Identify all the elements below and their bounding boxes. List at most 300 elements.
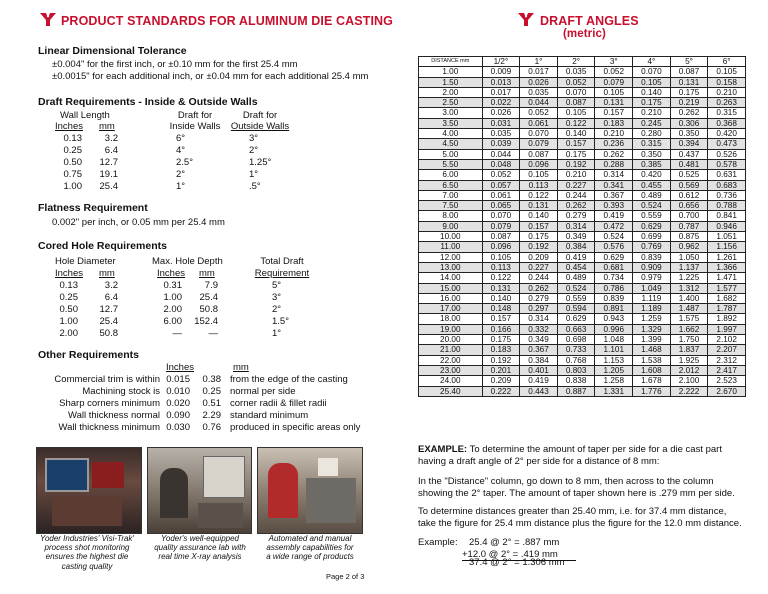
calc-label: Example: [418, 537, 458, 548]
taper-cell: 0.245 [633, 118, 671, 128]
taper-cell: 0.663 [557, 324, 595, 334]
taper-cell: 0.341 [595, 180, 633, 190]
distance-cell: 17.00 [419, 304, 483, 314]
taper-cell: 0.210 [633, 108, 671, 118]
taper-cell: 0.594 [557, 304, 595, 314]
cored-row-diam-inches: 0.13 [59, 280, 78, 291]
distance-cell: 14.00 [419, 273, 483, 283]
taper-cell: 0.280 [633, 129, 671, 139]
depth-inches-header: Inches [157, 268, 185, 279]
taper-cell: 0.105 [708, 67, 746, 77]
distance-cell: 15.00 [419, 283, 483, 293]
taper-cell: 0.979 [633, 273, 671, 283]
wall-length-header: Wall Length [60, 110, 110, 121]
other-row-mm: 0.51 [202, 398, 221, 409]
cored-row-depth-inches: 1.00 [163, 292, 182, 303]
table-row [419, 293, 746, 303]
example-paragraph-2b: showing the 2° taper. The amount of taper shown here is .279 mm per side. [418, 488, 735, 499]
table-row [419, 273, 746, 283]
taper-cell: 0.140 [482, 293, 520, 303]
taper-cell: 0.629 [595, 252, 633, 262]
distance-cell: 22.00 [419, 355, 483, 365]
taper-cell: 0.909 [633, 262, 671, 272]
taper-cell: 1.312 [670, 283, 708, 293]
taper-cell: 0.013 [482, 77, 520, 87]
table-row [419, 314, 746, 324]
cored-row-diam-mm: 12.7 [99, 304, 118, 315]
distance-cell: 24.00 [419, 376, 483, 386]
other-mm-header: mm [233, 362, 249, 373]
cored-row-depth-mm: 50.8 [199, 304, 218, 315]
taper-cell: 1.776 [633, 386, 671, 396]
taper-cell: 2.312 [708, 355, 746, 365]
calc-line-1: 25.4 @ 2° = .887 mm [469, 537, 560, 548]
taper-cell: 0.087 [482, 232, 520, 242]
taper-cell: 1.331 [595, 386, 633, 396]
example-line-1 [418, 444, 722, 456]
draft-row-mm: 25.4 [99, 181, 118, 192]
taper-cell: 0.839 [595, 293, 633, 303]
taper-cell: 1.925 [670, 355, 708, 365]
draft-row-inches: 0.25 [63, 145, 82, 156]
taper-cell: 0.489 [633, 190, 671, 200]
taper-cell: 1.400 [670, 293, 708, 303]
taper-cell: 0.437 [670, 149, 708, 159]
taper-cell: 0.026 [482, 108, 520, 118]
taper-cell: 0.768 [557, 355, 595, 365]
taper-cell: 0.263 [708, 98, 746, 108]
other-row-mm: 0.76 [202, 422, 221, 433]
taper-cell: 0.699 [633, 232, 671, 242]
taper-cell: 0.419 [595, 211, 633, 221]
taper-cell: 0.698 [557, 335, 595, 345]
calc-line-2: +12.0 @ 2° = .419 mm [462, 549, 558, 560]
taper-cell: 0.227 [520, 262, 558, 272]
table-row [419, 87, 746, 97]
taper-cell: 0.105 [557, 108, 595, 118]
flatness-text: 0.002" per inch, or 0.05 mm per 25.4 mm [52, 217, 225, 228]
table-row [419, 262, 746, 272]
taper-cell: 0.201 [482, 365, 520, 375]
taper-cell: 0.962 [670, 242, 708, 252]
taper-cell: 0.210 [708, 87, 746, 97]
taper-cell: 0.131 [670, 77, 708, 87]
inside-draft-header-2: Inside Walls [169, 121, 221, 132]
taper-cell: 0.631 [708, 170, 746, 180]
example-paragraph-2a: In the "Distance" column, go down to 8 mm, then across to the column [418, 476, 714, 487]
taper-cell: 0.733 [557, 345, 595, 355]
caption-line: Yoder Industries' Visi-Trak' [40, 534, 134, 543]
table-row [419, 201, 746, 211]
table-row [419, 108, 746, 118]
taper-cell: 0.079 [482, 221, 520, 231]
taper-cell: 0.096 [520, 159, 558, 169]
taper-cell: 1.156 [708, 242, 746, 252]
other-row-inches: 0.030 [166, 422, 190, 433]
cored-row-depth-inches: 2.00 [163, 304, 182, 315]
taper-cell: 0.065 [482, 201, 520, 211]
taper-cell: 0.017 [520, 67, 558, 77]
taper-cell: 0.057 [482, 180, 520, 190]
draft-row-inside: 2.5° [176, 157, 194, 168]
distance-cell: 5.00 [419, 149, 483, 159]
taper-cell: 0.838 [557, 376, 595, 386]
taper-cell: 0.526 [708, 149, 746, 159]
taper-cell: 0.629 [557, 314, 595, 324]
taper-cell: 0.288 [595, 159, 633, 169]
taper-cell: 0.017 [482, 87, 520, 97]
taper-cell: 1.225 [670, 273, 708, 283]
taper-cell: 0.569 [670, 180, 708, 190]
taper-cell: 0.455 [633, 180, 671, 190]
taper-cell: 0.183 [482, 345, 520, 355]
assembly-photo [257, 447, 363, 534]
table-row [419, 118, 746, 128]
quality-lab-photo [147, 447, 252, 534]
example-paragraph-3a: To determine distances greater than 25.40 mm, i.e. for 37.4 mm distance, [418, 506, 727, 517]
caption-line: Yoder's well-equipped [160, 534, 240, 543]
draft-row-inside: 4° [176, 145, 186, 156]
cored-row-draft: 1.5° [272, 316, 290, 327]
taper-cell: 0.244 [557, 190, 595, 200]
taper-cell: 1.487 [670, 304, 708, 314]
taper-cell: 1.997 [708, 324, 746, 334]
taper-cell: 0.803 [557, 365, 595, 375]
taper-cell: 1.153 [595, 355, 633, 365]
taper-cell: 0.070 [633, 67, 671, 77]
photo-caption [143, 534, 257, 562]
table-row [419, 149, 746, 159]
cored-row-depth-mm: 152.4 [194, 316, 218, 327]
taper-cell: 0.946 [708, 221, 746, 231]
distance-cell: 1.00 [419, 67, 483, 77]
taper-cell: 0.052 [557, 77, 595, 87]
table-row [419, 159, 746, 169]
yoder-logo-icon [40, 13, 56, 26]
taper-cell: 0.122 [520, 190, 558, 200]
other-row-inches: 0.090 [166, 410, 190, 421]
taper-cell: 0.472 [595, 221, 633, 231]
table-row [419, 324, 746, 334]
taper-cell: 0.052 [595, 67, 633, 77]
cored-row-draft: 1° [272, 328, 282, 339]
cored-row-depth-inches: — [172, 328, 182, 339]
cored-row-diam-mm: 25.4 [99, 316, 118, 327]
table-row [419, 77, 746, 87]
caption-line: a wide range of products [266, 552, 354, 562]
taper-cell: 0.420 [708, 129, 746, 139]
taper-cell: 0.087 [670, 67, 708, 77]
taper-cell: 1.261 [708, 252, 746, 262]
taper-cell: 0.420 [633, 170, 671, 180]
draft-angles-title: DRAFT ANGLES [540, 14, 639, 28]
taper-cell: 0.031 [482, 118, 520, 128]
taper-cell: 0.157 [482, 314, 520, 324]
taper-cell: 0.158 [708, 77, 746, 87]
taper-cell: 2.012 [670, 365, 708, 375]
draft-table-header-row [419, 57, 746, 67]
taper-cell: 0.349 [520, 335, 558, 345]
taper-cell: 0.314 [557, 221, 595, 231]
taper-cell: 0.384 [520, 355, 558, 365]
draft-row-outside: 3° [249, 133, 259, 144]
taper-cell: 0.401 [520, 365, 558, 375]
depth-mm-header: mm [199, 268, 215, 279]
taper-cell: 0.367 [595, 190, 633, 200]
distance-cell: 7.00 [419, 190, 483, 200]
other-row-inches: 0.010 [166, 386, 190, 397]
taper-cell: 0.035 [520, 87, 558, 97]
taper-cell: 0.236 [595, 139, 633, 149]
example-text-1: To determine the amount of taper per side for a die cast part [469, 444, 722, 455]
taper-cell: 0.044 [482, 149, 520, 159]
table-row [419, 98, 746, 108]
taper-cell: 0.105 [633, 77, 671, 87]
draft-row-mm: 19.1 [99, 169, 118, 180]
angle-header: 3° [595, 57, 633, 67]
other-row-mm: 0.25 [202, 386, 221, 397]
outside-draft-header-2: Outside Walls [230, 121, 290, 132]
linear-tolerance-heading: Linear Dimensional Tolerance [38, 45, 187, 57]
draft-row-inches: 0.13 [63, 133, 82, 144]
table-row [419, 345, 746, 355]
table-row [419, 180, 746, 190]
taper-cell: 1.259 [633, 314, 671, 324]
taper-cell: 0.841 [708, 211, 746, 221]
taper-cell: 0.314 [520, 314, 558, 324]
taper-cell: 0.222 [482, 386, 520, 396]
angle-header: 1° [520, 57, 558, 67]
other-row-desc: normal per side [230, 386, 296, 397]
photo-caption [30, 534, 144, 571]
total-draft-header-2: Requirement [254, 268, 310, 279]
distance-cell: 3.50 [419, 118, 483, 128]
other-row-mm: 0.38 [202, 374, 221, 385]
draft-inches-header: Inches [55, 121, 83, 132]
table-row [419, 242, 746, 252]
taper-cell: 0.183 [595, 118, 633, 128]
taper-cell: 0.524 [595, 232, 633, 242]
taper-cell: 2.417 [708, 365, 746, 375]
taper-cell: 0.350 [633, 149, 671, 159]
caption-line: casting quality [61, 561, 113, 571]
taper-cell: 2.222 [670, 386, 708, 396]
taper-cell: 1.750 [670, 335, 708, 345]
taper-cell: 0.419 [557, 252, 595, 262]
taper-cell: 0.349 [557, 232, 595, 242]
distance-cell: 11.00 [419, 242, 483, 252]
distance-cell: 25.40 [419, 386, 483, 396]
taper-cell: 0.559 [633, 211, 671, 221]
taper-cell: 1.787 [708, 304, 746, 314]
taper-cell: 0.314 [595, 170, 633, 180]
taper-cell: 0.087 [520, 149, 558, 159]
table-row [419, 304, 746, 314]
taper-cell: 0.262 [670, 108, 708, 118]
cored-row-diam-inches: 0.50 [59, 304, 78, 315]
taper-cell: 0.279 [520, 293, 558, 303]
taper-cell: 0.061 [482, 190, 520, 200]
taper-cell: 0.061 [520, 118, 558, 128]
outside-draft-header-1: Draft for [242, 110, 278, 121]
table-row [419, 139, 746, 149]
cored-row-diam-mm: 3.2 [104, 280, 118, 291]
taper-cell: 1.329 [633, 324, 671, 334]
linear-tolerance-line-1: ±0.004" for the first inch, or ±0.10 mm for the first 25.4 mm [52, 59, 298, 70]
taper-cell: 0.839 [633, 252, 671, 262]
draft-row-mm: 6.4 [104, 145, 118, 156]
taper-cell: 0.210 [595, 129, 633, 139]
taper-cell: 0.576 [595, 242, 633, 252]
taper-cell: 0.087 [557, 98, 595, 108]
angle-header: 6° [708, 57, 746, 67]
draft-angles-subtitle: (metric) [563, 28, 606, 40]
draft-row-outside: .5° [249, 181, 261, 192]
distance-header: DISTANCE mm [419, 57, 483, 67]
taper-cell: 0.332 [520, 324, 558, 334]
cored-row-depth-mm: 25.4 [199, 292, 218, 303]
taper-cell: 0.700 [670, 211, 708, 221]
taper-cell: 0.219 [670, 98, 708, 108]
taper-cell: 0.875 [670, 232, 708, 242]
distance-cell: 19.00 [419, 324, 483, 334]
other-row-label: Machining stock is [82, 386, 160, 397]
taper-cell: 2.100 [670, 376, 708, 386]
draft-row-inside: 1° [176, 181, 186, 192]
cored-row-diam-mm: 6.4 [104, 292, 118, 303]
taper-cell: 0.140 [557, 129, 595, 139]
taper-cell: 1.048 [595, 335, 633, 345]
taper-cell: 0.350 [670, 129, 708, 139]
taper-cell: 0.009 [482, 67, 520, 77]
other-row-inches: 0.015 [166, 374, 190, 385]
taper-cell: 0.157 [595, 108, 633, 118]
taper-cell: 1.471 [708, 273, 746, 283]
taper-cell: 1.662 [670, 324, 708, 334]
page-title: PRODUCT STANDARDS FOR ALUMINUM DIE CASTING [61, 14, 393, 28]
distance-cell: 3.00 [419, 108, 483, 118]
distance-cell: 23.00 [419, 365, 483, 375]
example-label: EXAMPLE: [418, 444, 468, 455]
taper-cell: 0.035 [557, 67, 595, 77]
distance-cell: 2.00 [419, 87, 483, 97]
taper-cell: 2.670 [708, 386, 746, 396]
cored-row-depth-inches: 6.00 [163, 316, 182, 327]
distance-cell: 18.00 [419, 314, 483, 324]
distance-cell: 16.00 [419, 293, 483, 303]
taper-cell: 0.052 [520, 108, 558, 118]
taper-cell: 0.035 [482, 129, 520, 139]
taper-cell: 0.297 [520, 304, 558, 314]
taper-cell: 0.612 [670, 190, 708, 200]
taper-cell: 1.538 [633, 355, 671, 365]
taper-cell: 0.262 [557, 201, 595, 211]
taper-cell: 1.577 [708, 283, 746, 293]
table-row [419, 211, 746, 221]
cored-row-depth-inches: 0.31 [163, 280, 182, 291]
taper-cell: 1.575 [670, 314, 708, 324]
other-row-label: Wall thickness minimum [58, 422, 160, 433]
taper-cell: 1.050 [670, 252, 708, 262]
distance-cell: 8.00 [419, 211, 483, 221]
taper-cell: 0.489 [557, 273, 595, 283]
hole-diameter-header: Hole Diameter [55, 256, 116, 267]
draft-row-mm: 12.7 [99, 157, 118, 168]
taper-cell: 1.366 [708, 262, 746, 272]
taper-cell: 1.205 [595, 365, 633, 375]
taper-cell: 2.102 [708, 335, 746, 345]
inside-draft-header-1: Draft for [177, 110, 213, 121]
taper-cell: 0.262 [595, 149, 633, 159]
draft-mm-header: mm [99, 121, 115, 132]
taper-cell: 1.399 [633, 335, 671, 345]
taper-cell: 0.209 [520, 252, 558, 262]
taper-cell: 0.070 [557, 87, 595, 97]
draft-row-inches: 0.50 [63, 157, 82, 168]
taper-cell: 0.210 [557, 170, 595, 180]
taper-cell: 0.175 [633, 98, 671, 108]
taper-cell: 0.052 [482, 170, 520, 180]
taper-cell: 1.258 [595, 376, 633, 386]
taper-cell: 2.523 [708, 376, 746, 386]
taper-cell: 0.891 [595, 304, 633, 314]
table-row [419, 283, 746, 293]
distance-cell: 6.00 [419, 170, 483, 180]
taper-cell: 0.070 [482, 211, 520, 221]
taper-cell: 0.026 [520, 77, 558, 87]
taper-cell: 0.175 [670, 87, 708, 97]
shot-monitoring-photo [36, 447, 142, 534]
example-line-2: having a draft angle of 2° per side for a distance of 8 mm: [418, 456, 660, 467]
table-row [419, 252, 746, 262]
draft-row-mm: 3.2 [104, 133, 118, 144]
taper-cell: 0.367 [520, 345, 558, 355]
taper-cell: 1.049 [633, 283, 671, 293]
taper-cell: 0.039 [482, 139, 520, 149]
taper-cell: 0.887 [557, 386, 595, 396]
other-row-inches: 0.020 [166, 398, 190, 409]
table-row [419, 376, 746, 386]
cored-row-diam-inches: 0.25 [59, 292, 78, 303]
taper-cell: 0.306 [670, 118, 708, 128]
other-row-label: Commercial trim is within [54, 374, 160, 385]
taper-cell: 0.315 [708, 108, 746, 118]
taper-cell: 0.734 [595, 273, 633, 283]
table-row [419, 67, 746, 77]
other-row-desc: from the edge of the casting [230, 374, 348, 385]
taper-cell: 0.559 [557, 293, 595, 303]
draft-row-inches: 0.75 [63, 169, 82, 180]
distance-cell: 7.50 [419, 201, 483, 211]
caption-line: quality assurance lab with [154, 543, 246, 553]
taper-cell: 0.384 [557, 242, 595, 252]
table-row [419, 365, 746, 375]
taper-cell: 2.207 [708, 345, 746, 355]
draft-row-outside: 1° [249, 169, 259, 180]
taper-cell: 0.524 [557, 283, 595, 293]
taper-cell: 0.070 [520, 129, 558, 139]
taper-cell: 0.368 [708, 118, 746, 128]
taper-cell: 1.051 [708, 232, 746, 242]
table-row [419, 170, 746, 180]
taper-cell: 1.137 [670, 262, 708, 272]
caption-line: process shot monitoring [44, 543, 130, 553]
taper-cell: 0.769 [633, 242, 671, 252]
taper-cell: 0.943 [595, 314, 633, 324]
page-number: Page 2 of 3 [326, 572, 365, 581]
cored-mm-header: mm [99, 268, 115, 279]
taper-cell: 0.122 [482, 273, 520, 283]
